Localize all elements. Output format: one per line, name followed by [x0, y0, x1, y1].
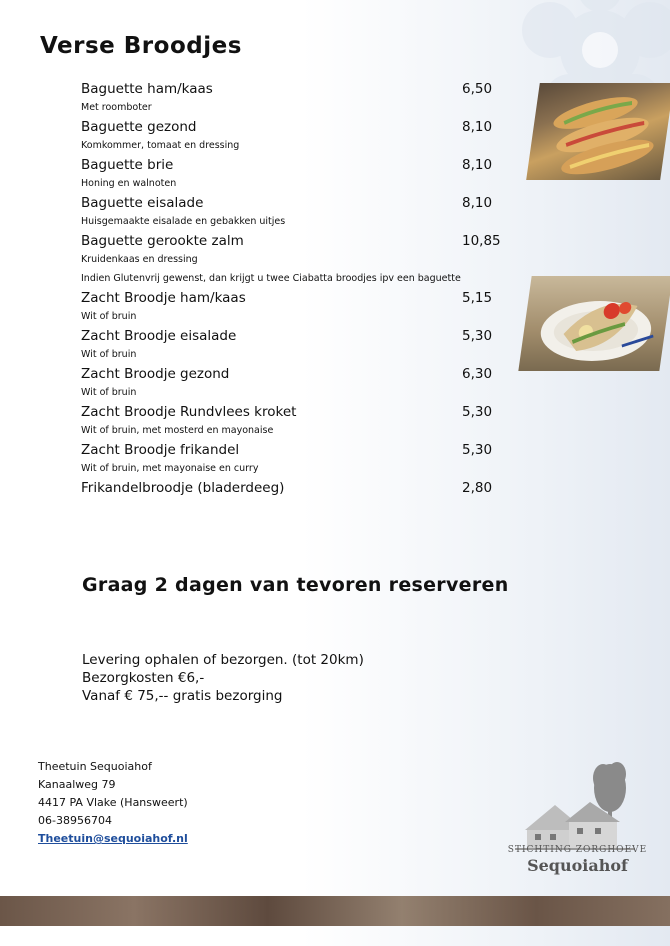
- item-name: Zacht Broodje gezond: [81, 366, 230, 382]
- logo-name: Sequoiahof: [527, 856, 628, 875]
- menu-item: [81, 193, 511, 231]
- item-description: Wit of bruin: [81, 349, 137, 360]
- free-delivery-line: Vanaf € 75,-- gratis bezorging: [82, 688, 283, 704]
- item-description: Wit of bruin, met mosterd en mayonaise: [81, 425, 274, 436]
- logo-subtitle: STICHTING ZORGHOEVE: [507, 845, 648, 855]
- menu-item: [81, 364, 511, 402]
- soft-roll-photo: [518, 276, 670, 371]
- item-description: Wit of bruin: [81, 311, 137, 322]
- item-name: Zacht Broodje ham/kaas: [81, 290, 246, 306]
- item-name: Baguette brie: [81, 157, 174, 173]
- item-name: Frikandelbroodje (bladerdeeg): [81, 480, 285, 496]
- menu-item: [81, 402, 511, 440]
- item-description: Kruidenkaas en dressing: [81, 254, 198, 265]
- phone-number: 06-38956704: [38, 814, 112, 827]
- menu-item: [81, 326, 511, 364]
- menu-item: [81, 231, 511, 269]
- item-price: 10,85: [462, 233, 501, 249]
- address-block: [38, 758, 188, 848]
- delivery-info: [82, 651, 364, 705]
- menu-item: [81, 440, 511, 478]
- delivery-cost-line: Bezorgkosten €6,-: [82, 670, 205, 686]
- item-name: Baguette gerookte zalm: [81, 233, 244, 249]
- item-price: 8,10: [462, 119, 493, 135]
- item-name: Zacht Broodje Rundvlees kroket: [81, 404, 297, 420]
- footer-wood-band: [0, 896, 670, 926]
- menu-item: [81, 478, 511, 498]
- item-price: 5,30: [462, 328, 493, 344]
- menu-list: [81, 79, 511, 498]
- item-description: Honing en walnoten: [81, 178, 177, 189]
- reservation-notice: Graag 2 dagen van tevoren reserveren: [82, 574, 509, 596]
- menu-item: [81, 117, 511, 155]
- item-name: Baguette gezond: [81, 119, 197, 135]
- item-name: Baguette eisalade: [81, 195, 204, 211]
- menu-item: [81, 79, 511, 117]
- item-price: 5,30: [462, 442, 493, 458]
- item-price: 8,10: [462, 157, 493, 173]
- item-name: Zacht Broodje frikandel: [81, 442, 240, 458]
- menu-item: [81, 288, 511, 326]
- item-price: 6,50: [462, 81, 493, 97]
- item-description: Wit of bruin: [81, 387, 137, 398]
- item-price: 2,80: [462, 480, 493, 496]
- delivery-line: Levering ophalen of bezorgen. (tot 20km): [82, 652, 364, 668]
- street-address: Kanaalweg 79: [38, 778, 116, 791]
- postal-city: 4417 PA Vlake (Hansweert): [38, 796, 188, 809]
- item-name: Zacht Broodje eisalade: [81, 328, 237, 344]
- item-price: 5,15: [462, 290, 493, 306]
- page-title: Verse Broodjes: [40, 33, 242, 59]
- item-name: Baguette ham/kaas: [81, 81, 213, 97]
- business-name: Theetuin Sequoiahof: [38, 760, 152, 773]
- item-description: Huisgemaakte eisalade en gebakken uitjes: [81, 216, 286, 227]
- item-price: 5,30: [462, 404, 493, 420]
- item-description: Met roomboter: [81, 102, 152, 113]
- item-description: Wit of bruin, met mayonaise en curry: [81, 463, 259, 474]
- item-description: Komkommer, tomaat en dressing: [81, 140, 240, 151]
- item-price: 8,10: [462, 195, 493, 211]
- menu-item: [81, 155, 511, 193]
- item-price: 6,30: [462, 366, 493, 382]
- gluten-free-note: Indien Glutenvrij gewenst, dan krijgt u twee Ciabatta broodjes ipv een baguette: [81, 273, 461, 284]
- baguette-photo: [526, 83, 670, 180]
- email-link[interactable]: Theetuin@sequoiahof.nl: [38, 832, 188, 845]
